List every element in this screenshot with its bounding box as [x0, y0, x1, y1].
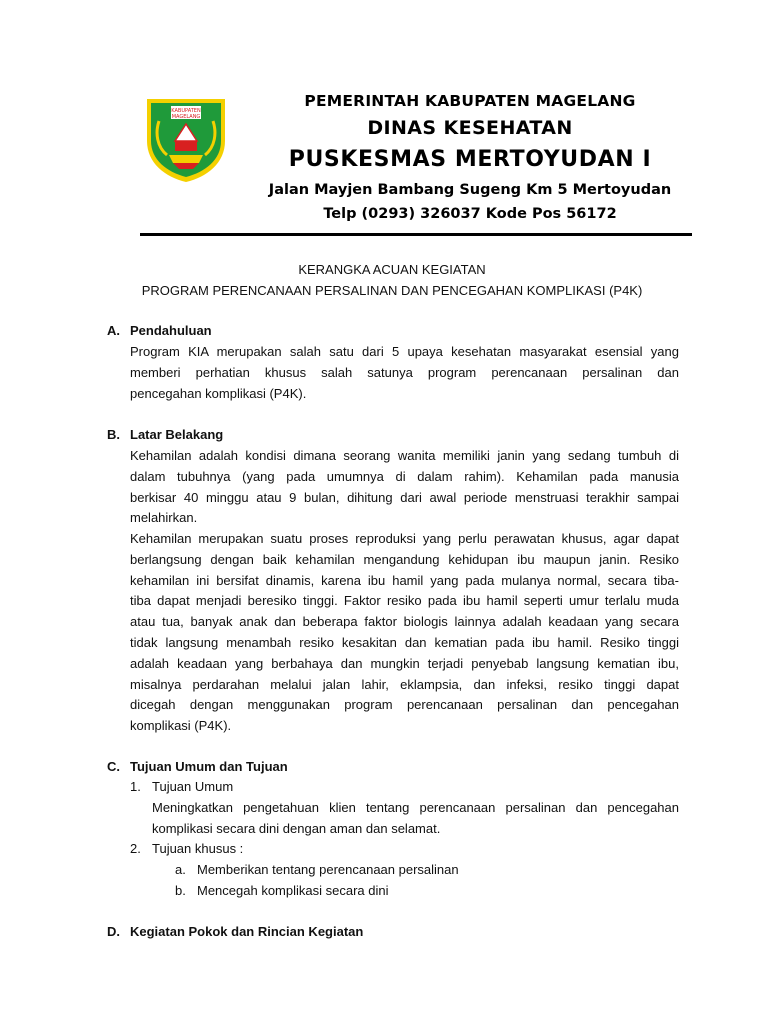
header-department: DINAS KESEHATAN: [367, 117, 573, 139]
sublist-text: Memberikan tentang perencanaan persalinan: [197, 862, 459, 877]
sublist-item-a: [175, 862, 459, 877]
section-c-heading: [107, 759, 288, 774]
sublist-letter: a.: [175, 862, 186, 877]
paragraph-line: komplikasi secara dini dengan aman dan selamat.: [152, 820, 441, 836]
list-item-tujuan-umum: [130, 779, 233, 794]
paragraph-line: Meningkatkan pengetahuan klien tentang perencanaan persalinan dan pencegahan: [152, 800, 679, 815]
section-b-title: Latar Belakang: [130, 427, 224, 442]
sublist-item-b: [175, 883, 388, 898]
section-d-heading: [107, 924, 363, 939]
document-subtitle: PROGRAM PERENCANAAN PERSALINAN DAN PENCEGAHAN KOMPLIKASI (P4K): [141, 283, 643, 298]
paragraph-line: tiba dapat menjadi beresiko tinggi. Faktor resiko pada ibu hamil seperti umur terlalu muda: [130, 593, 679, 609]
section-c-letter: C.: [107, 759, 120, 774]
paragraph-line: misalnya perdarahan melalui jalan lahir, eklampsia, dan infeksi, resiko tinggi dapat: [130, 676, 679, 692]
document-title: KERANGKA ACUAN KEGIATAN: [298, 262, 486, 277]
paragraph-line: adalah keadaan yang berbahaya dan mungkin terjadi penyebab langsung kematian ibu,: [130, 655, 679, 671]
paragraph-line: berlangsung dengan baik kehamilan mengandung kehidupan ibu maupun janin. Resiko: [130, 551, 679, 567]
paragraph-line: pencegahan komplikasi (P4K).: [130, 385, 307, 401]
list-item-tujuan-khusus: [130, 841, 243, 856]
paragraph-line: berkisar 40 minggu atau 9 bulan, dihitung dari awal periode menstruasi terakhir sampai: [130, 489, 679, 505]
list-number: 1.: [130, 779, 141, 794]
section-b-paragraph-1: [130, 446, 679, 529]
sublist-letter: b.: [175, 883, 186, 898]
section-a-heading: [107, 323, 212, 338]
paragraph-line: dicegah dengan menggunakan program perencanaan persalinan dan pencegahan: [130, 697, 679, 713]
section-b-letter: B.: [107, 427, 120, 442]
section-a-paragraph: [130, 342, 679, 404]
paragraph-line: tidak langsung menambah resiko kesakitan dan kematian pada ibu hamil. Resiko tinggi: [130, 634, 679, 650]
list-number: 2.: [130, 841, 141, 856]
sublist-text: Mencegah komplikasi secara dini: [197, 883, 389, 898]
svg-text:KABUPATEN: KABUPATEN: [171, 108, 201, 114]
header-puskesmas: PUSKESMAS MERTOYUDAN I: [288, 147, 652, 172]
tujuan-umum-paragraph: [152, 798, 679, 840]
section-c-title: Tujuan Umum dan Tujuan: [130, 759, 288, 774]
paragraph-line: dalam tubuhnya (yang pada umumnya di dalam rahim). Kehamilan pada manusia: [130, 468, 679, 484]
list-label: Tujuan Umum: [152, 779, 234, 794]
paragraph-line: melahirkan.: [130, 510, 198, 526]
svg-text:MAGELANG: MAGELANG: [171, 114, 201, 120]
section-d-title: Kegiatan Pokok dan Rincian Kegiatan: [130, 924, 364, 939]
section-a-title: Pendahuluan: [130, 323, 212, 338]
paragraph-line: Kehamilan merupakan suatu proses reproduksi yang perlu perawatan khusus, agar dapat: [130, 531, 679, 546]
header-address: Jalan Mayjen Bambang Sugeng Km 5 Mertoyudan: [268, 182, 672, 198]
paragraph-line: atau tua, banyak anak dan beberapa faktor biologis lainnya adalah keadaan yang secara: [130, 614, 679, 630]
section-a-letter: A.: [107, 323, 120, 338]
paragraph-line: kehamilan ini bersifat dinamis, karena ibu hamil yang pada mulanya normal, secara tiba-: [130, 572, 679, 588]
section-b-paragraph-2: [130, 529, 679, 737]
section-b-heading: [107, 427, 223, 442]
section-d-letter: D.: [107, 924, 120, 939]
paragraph-line: komplikasi (P4K).: [130, 718, 232, 734]
list-label: Tujuan khusus :: [152, 841, 244, 856]
paragraph-line: Kehamilan adalah kondisi dimana seorang wanita memiliki janin yang sedang tumbuh di: [130, 448, 679, 463]
paragraph-line: Program KIA merupakan salah satu dari 5 upaya kesehatan masyarakat esensial yang: [130, 344, 679, 359]
paragraph-line: memberi perhatian khusus salah satunya program perencanaan persalinan dan: [130, 364, 679, 380]
kabupaten-magelang-emblem: [145, 97, 227, 183]
header-phone: Telp (0293) 326037 Kode Pos 56172: [323, 206, 617, 222]
header-government: PEMERINTAH KABUPATEN MAGELANG: [304, 92, 636, 110]
header-divider: [140, 233, 692, 236]
